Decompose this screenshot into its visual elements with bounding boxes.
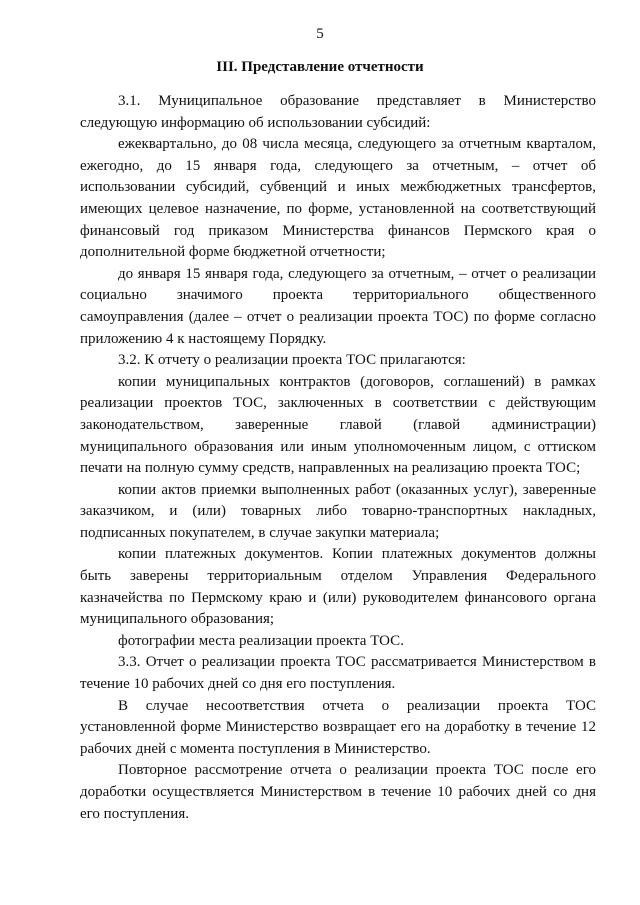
- section-heading: III. Представление отчетности: [216, 59, 424, 75]
- paragraph-3-2: 3.2. К отчету о реализации проекта ТОС прилагаются:: [118, 352, 466, 369]
- paragraph-nonconformity: В случае несоответствия отчета о реализации проекта ТОС установленной форме Министерство возвращает его на доработку в течение 12 рабочих дней с момента поступления в Министерство.: [80, 697, 596, 757]
- paragraph-resubmission: Повторное рассмотрение отчета о реализации проекта ТОС после его доработки осуществляется Министерством в течение 10 рабочих дней со дня его поступления.: [80, 762, 596, 822]
- paragraph-annual-tos-report: до января 15 января года, следующего за отчетным, – отчет о реализации социально значимого проекта территориального общественного самоуправления (далее – отчет о реализации проекта ТОС) по форме согласно приложению 4 к настоящему Порядку.: [80, 265, 596, 347]
- paragraph-contract-copies: копии муниципальных контрактов (договоров, соглашений) в рамках реализации проектов ТОС, заключенных в соответствии с действующим законодательством, заверенные главой (главой администрации) муниципального образования или иным уполномоченным лицом, с оттиском печати на полную сумму средств, направленных на реализацию проекта ТОС;: [80, 373, 596, 477]
- paragraph-3-1: 3.1. Муниципальное образование представляет в Министерство следующую информацию об использовании субсидий:: [80, 93, 596, 131]
- paragraph-quarterly-report: ежеквартально, до 08 числа месяца, следующего за отчетным кварталом, ежегодно, до 15 января года, следующего за отчетным, – отчет об использовании субсидий, субвенций и иных межбюджетных трансфертов, имеющих целевое назначение, по форме, установленной на соответствующий финансовый год приказом Министерства финансов Пермского края о дополнительной форме бюджетной отчетности;: [80, 136, 596, 261]
- paragraph-photos: фотографии места реализации проекта ТОС.: [118, 632, 404, 649]
- paragraph-acceptance-acts: копии актов приемки выполненных работ (оказанных услуг), заверенные заказчиком, и (или) товарных либо товарно-транспортных накладных, подписанных покупателем, в случае закупки материала;: [80, 481, 596, 541]
- document-body: [80, 91, 596, 825]
- page-number: 5: [316, 26, 324, 42]
- paragraph-3-3: 3.3. Отчет о реализации проекта ТОС рассматривается Министерством в течение 10 рабочих дней со дня его поступления.: [80, 654, 596, 693]
- paragraph-payment-documents: копии платежных документов. Копии платежных документов должны быть заверены территориальным отделом Управления Федерального казначейства по Пермскому краю и (или) руководителем финансового органа муниципального образования;: [80, 546, 596, 628]
